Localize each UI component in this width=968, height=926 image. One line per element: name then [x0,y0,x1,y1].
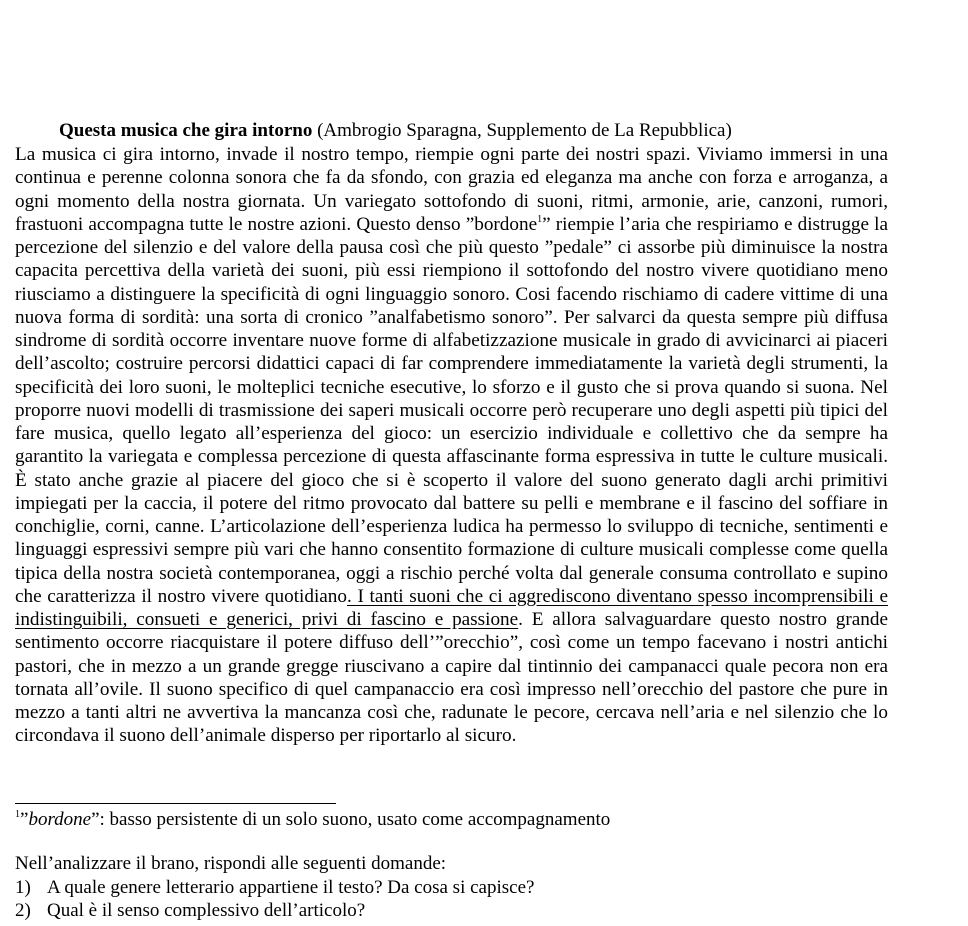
article-title: Questa musica che gira intorno [59,120,313,141]
article-heading [59,119,732,142]
article-text-part-3: . E allora salvaguardare questo nostro grande sentimento occorre riacquistare il potere diffuso dell’”orecchio”, così come un tempo facevano i nostri antichi pastori, che in mezzo a un grande gregge riuscivano a capire dal tintinnio dei campanacci quale pecora non era tornata all’ovile. Il suono specifico di quel campanaccio era così impresso nell’orecchio del pastore che pure in mezzo a tanti altri ne avvertiva la mancanza così che, radunate le pecore, cercava nell’aria e nel silenzio che lo circondava il suono dell’animale disperso per riportarlo al sicuro. [15,609,889,747]
footnote-reference: 1 [537,213,543,225]
question-number: 1) [15,876,31,898]
question-item [15,876,534,900]
exercise-section [15,852,534,923]
question-text: Qual è il senso complessivo dell’articolo? [47,900,366,921]
article-text-part-1: La musica ci gira intorno, invade il nostro tempo, riempie ogni parte dei nostri spazi. Viviamo immersi in una continua e perenne colonna sonora che fa da sfondo, con grazia ed eleganza ma anche con forza e arroganza, a ogni momento della nostra giornata. Un variegato sottofondo di suoni, ritmi, armonie, arie, canzoni, rumori, frastuoni accompagna tutte le nostre azioni. Questo denso ”bordone [15,144,888,235]
footnote [15,808,610,831]
footnote-divider [15,803,336,804]
article-text-part-2: ” riempie l’aria che respiriamo e distrugge la percezione del silenzio e del valore della pausa così che più questo ”pedale” ci assorbe più diminuisce la nostra capacita percettiva della varietà dei suoni, più essi riempiono il sottofondo del nostro vivere quotidiano meno riusciamo a distinguere la specificità di ogni linguaggio sonoro. Cosi facendo rischiamo di cadere vittime di una nuova forma di sordità: una sorta di cronico ”analfabetismo sonoro”. Per salvarci da questa sempre più diffusa sindrome di sordità occorre inventare nuove forme di alfabetizzazione musicale in grado di avvicinarci ai piaceri dell’ascolto; costruire percorsi didattici capaci di far comprendere immediatamente la varietà degli strumenti, la specificità dei loro suoni, le molteplici tecniche esecutive, lo sforzo e il gusto che si prova quando si suona. Nel proporre nuovi modelli di trasmissione dei saperi musicali occorre però recuperare uno degli aspetti più tipici del fare musica, quello legato all’esperienza del gioco: un esercizio individuale e collettivo che da sempre ha garantito la variegata e complessa percezione di questa affascinante forma espressiva in tutte le culture musicali. È stato anche grazie al piacere del gioco che si è scoperto il valore del suono generato dagli archi primitivi impiegati per la caccia, il potere del ritmo provocato dal battere su pelli e membrane e il fascino del soffiare in conchiglie, corni, canne. L’articolazione dell’esperienza ludica ha permesso lo sviluppo di tecniche, sentimenti e linguaggi espressivi sempre più vari che hanno consentito formazione di culture musicali complesse come quella tipica della nostra società contemporanea, oggi a rischio perché volta dal generale consuma controllato e supino che caratterizza il nostro vivere quotidiano [15,213,889,607]
question-text: A quale genere letterario appartiene il testo? Da cosa si capisce? [47,876,535,898]
exercise-intro: Nell’analizzare il brano, rispondi alle seguenti domande: [15,853,447,874]
footnote-definition: ”: basso persistente di un solo suono, usato come accompagnamento [91,809,611,830]
article-attribution: (Ambrogio Sparagna, Supplemento de La Repubblica) [312,120,732,141]
question-item [15,899,534,923]
footnote-open-quote: ” [20,809,29,830]
underlined-passage: . I tanti suoni che ci aggrediscono diventano spesso incomprensibili e indistinguibili, consueti e generici, privi di fascino e passione [15,585,888,630]
question-number: 2) [15,900,31,921]
footnote-marker: 1 [15,809,20,820]
article-body [15,143,888,748]
footnote-term: bordone [28,809,92,830]
